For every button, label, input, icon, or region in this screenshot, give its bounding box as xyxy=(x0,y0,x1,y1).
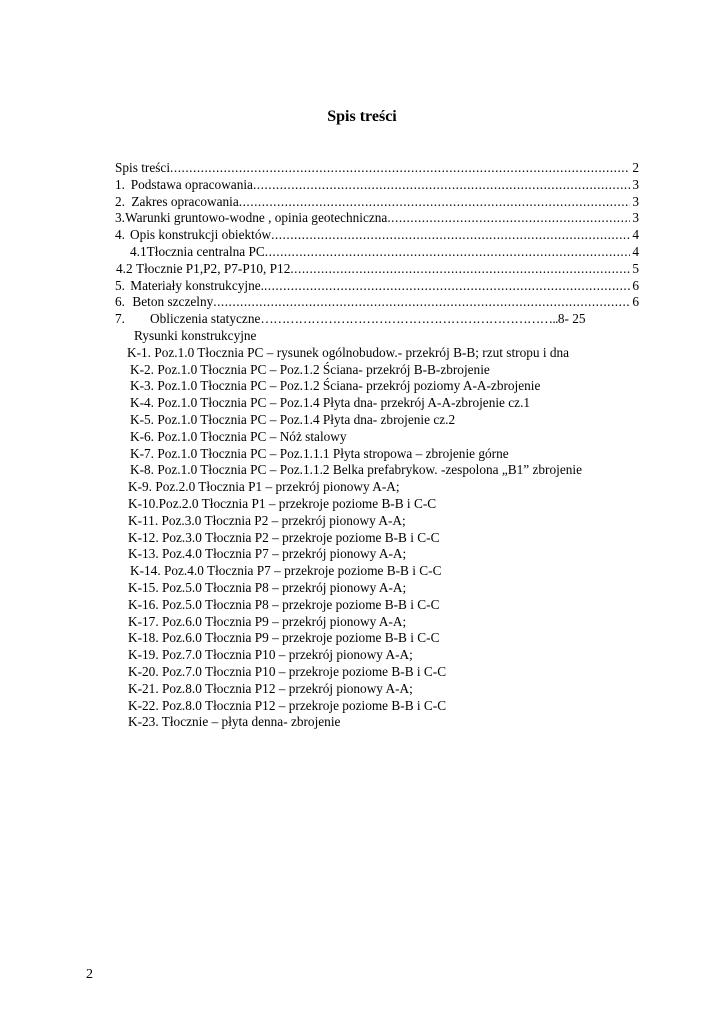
toc-page: 6 xyxy=(632,277,639,293)
drawing-item: K-15. Poz.5.0 Tłocznia P8 – przekrój pionowy A-A; xyxy=(128,579,407,595)
drawing-item: K-17. Poz.6.0 Tłocznia P9 – przekrój pionowy A-A; xyxy=(128,613,407,629)
drawing-item: K-20. Poz.7.0 Tłocznia P10 – przekroje poziome B-B i C-C xyxy=(128,663,447,679)
drawing-item: K-9. Poz.2.0 Tłocznia P1 – przekrój pionowy A-A; xyxy=(128,479,400,495)
toc-page: 3 xyxy=(632,193,639,209)
toc-dot-leader xyxy=(213,294,630,311)
toc-number: 3. xyxy=(115,210,125,226)
toc-number: 4.2 xyxy=(116,260,133,276)
toc-label: Tłocznie P1,P2, P7-P10, P12 xyxy=(135,260,291,276)
toc-page: 4 xyxy=(632,227,639,243)
toc-dot-leader xyxy=(170,160,630,177)
toc-number: 5. xyxy=(115,277,125,293)
toc-dot-leader xyxy=(265,244,631,261)
toc-row[interactable] xyxy=(115,227,639,244)
drawing-item: K-7. Poz.1.0 Tłocznia PC – Poz.1.1.1 Płyta stropowa – zbrojenie górne xyxy=(130,445,509,461)
drawing-item: K-5. Poz.1.0 Tłocznia PC – Poz.1.4 Płyta dna- zbrojenie cz.2 xyxy=(130,411,456,427)
toc-label: Warunki gruntowo-wodne , opinia geotechniczna xyxy=(125,210,388,226)
toc-label: Tłocznia centralna PC xyxy=(146,243,265,259)
toc-label: Podstawa opracowania xyxy=(130,176,253,192)
toc-dot-leader xyxy=(253,177,630,194)
drawing-item: K-22. Poz.8.0 Tłocznia P12 – przekroje poziome B-B i C-C xyxy=(128,697,447,713)
toc-number: 6. xyxy=(115,294,125,310)
drawing-item: K-3. Poz.1.0 Tłocznia PC – Poz.1.2 Ściana- przekrój poziomy A-A-zbrojenie xyxy=(130,378,541,394)
drawings-header: Rysunki konstrukcyjne xyxy=(134,327,257,343)
toc-number: 1. xyxy=(115,176,125,192)
toc-page: 5 xyxy=(632,260,639,276)
drawing-item: K-4. Poz.1.0 Tłocznia PC – Poz.1.4 Płyta dna- przekrój A-A-zbrojenie cz.1 xyxy=(130,395,531,411)
toc-row[interactable] xyxy=(115,244,639,261)
toc-row[interactable] xyxy=(115,311,639,328)
toc-row[interactable] xyxy=(115,261,639,278)
drawings-list xyxy=(115,345,639,731)
toc-row[interactable] xyxy=(115,160,639,177)
toc-page: 4 xyxy=(632,243,639,259)
drawing-item: K-16. Poz.5.0 Tłocznia P8 – przekroje poziome B-B i C-C xyxy=(128,596,440,612)
toc-page: 6 xyxy=(632,294,639,310)
page-title: Spis treści xyxy=(327,108,397,125)
drawing-item: K-2. Poz.1.0 Tłocznia PC – Poz.1.2 Ściana- przekrój B-B-zbrojenie xyxy=(130,361,490,377)
toc-number: 4.1 xyxy=(130,243,147,259)
toc-dot-leader: …………………………………………………………….. xyxy=(260,311,558,327)
drawing-item: K-21. Poz.8.0 Tłocznia P12 – przekrój pionowy A-A; xyxy=(128,680,413,696)
toc-row[interactable] xyxy=(115,177,639,194)
toc-row[interactable] xyxy=(115,294,639,311)
toc-number: 2. xyxy=(115,193,125,209)
toc-page: 3 xyxy=(632,176,639,192)
drawing-item: K-8. Poz.1.0 Tłocznia PC – Poz.1.1.2 Belka prefabrykow. -zespolona „B1” zbrojenie xyxy=(130,462,582,478)
toc-row[interactable] xyxy=(115,210,639,227)
drawing-item: K-14. Poz.4.0 Tłocznia P7 – przekroje poziome B-B i C-C xyxy=(130,563,442,579)
toc-page: 2 xyxy=(632,160,639,175)
drawing-item: K-19. Poz.7.0 Tłocznia P10 – przekrój pionowy A-A; xyxy=(128,647,413,663)
drawing-item: K-13. Poz.4.0 Tłocznia P7 – przekrój pionowy A-A; xyxy=(128,546,407,562)
drawing-item: K-12. Poz.3.0 Tłocznia P2 – przekroje poziome B-B i C-C xyxy=(128,529,440,545)
toc-page: 3 xyxy=(632,210,639,226)
drawing-item: K-1. Poz.1.0 Tłocznia PC – rysunek ogólnobudow.- przekrój B-B; rzut stropu i dna xyxy=(127,344,570,360)
toc-label: Spis treści xyxy=(115,160,171,175)
toc-dot-leader xyxy=(239,194,631,211)
toc-dot-leader xyxy=(290,261,630,278)
drawing-item: K-6. Poz.1.0 Tłocznia PC – Nóż stalowy xyxy=(130,428,347,444)
toc-number: 7. xyxy=(115,311,125,327)
toc-row[interactable] xyxy=(115,194,639,211)
page-number: 2 xyxy=(86,967,93,982)
toc-row[interactable] xyxy=(115,278,639,295)
toc-label: Beton szczelny xyxy=(132,294,214,310)
toc-label: Zakres opracowania xyxy=(131,193,239,209)
drawing-item: K-11. Poz.3.0 Tłocznia P2 – przekrój pionowy A-A; xyxy=(128,512,406,528)
toc-page: 8- 25 xyxy=(557,311,586,327)
toc-label: Materiały konstrukcyjne. xyxy=(130,277,264,293)
drawing-item: K-18. Poz.6.0 Tłocznia P9 – przekroje poziome B-B i C-C xyxy=(128,630,440,646)
toc-dot-leader xyxy=(271,227,630,244)
toc-label: Opis konstrukcji obiektów xyxy=(129,227,272,243)
drawing-item: K-10.Poz.2.0 Tłocznia P1 – przekroje poziome B-B i C-C xyxy=(128,495,437,511)
toc-label: Obliczenia statyczne xyxy=(150,311,261,327)
drawing-item: K-23. Tłocznie – płyta denna- zbrojenie xyxy=(128,714,341,730)
toc-dot-leader xyxy=(264,278,630,295)
toc-dot-leader xyxy=(387,210,630,227)
table-of-contents xyxy=(115,160,639,731)
toc-number: 4. xyxy=(115,227,125,243)
